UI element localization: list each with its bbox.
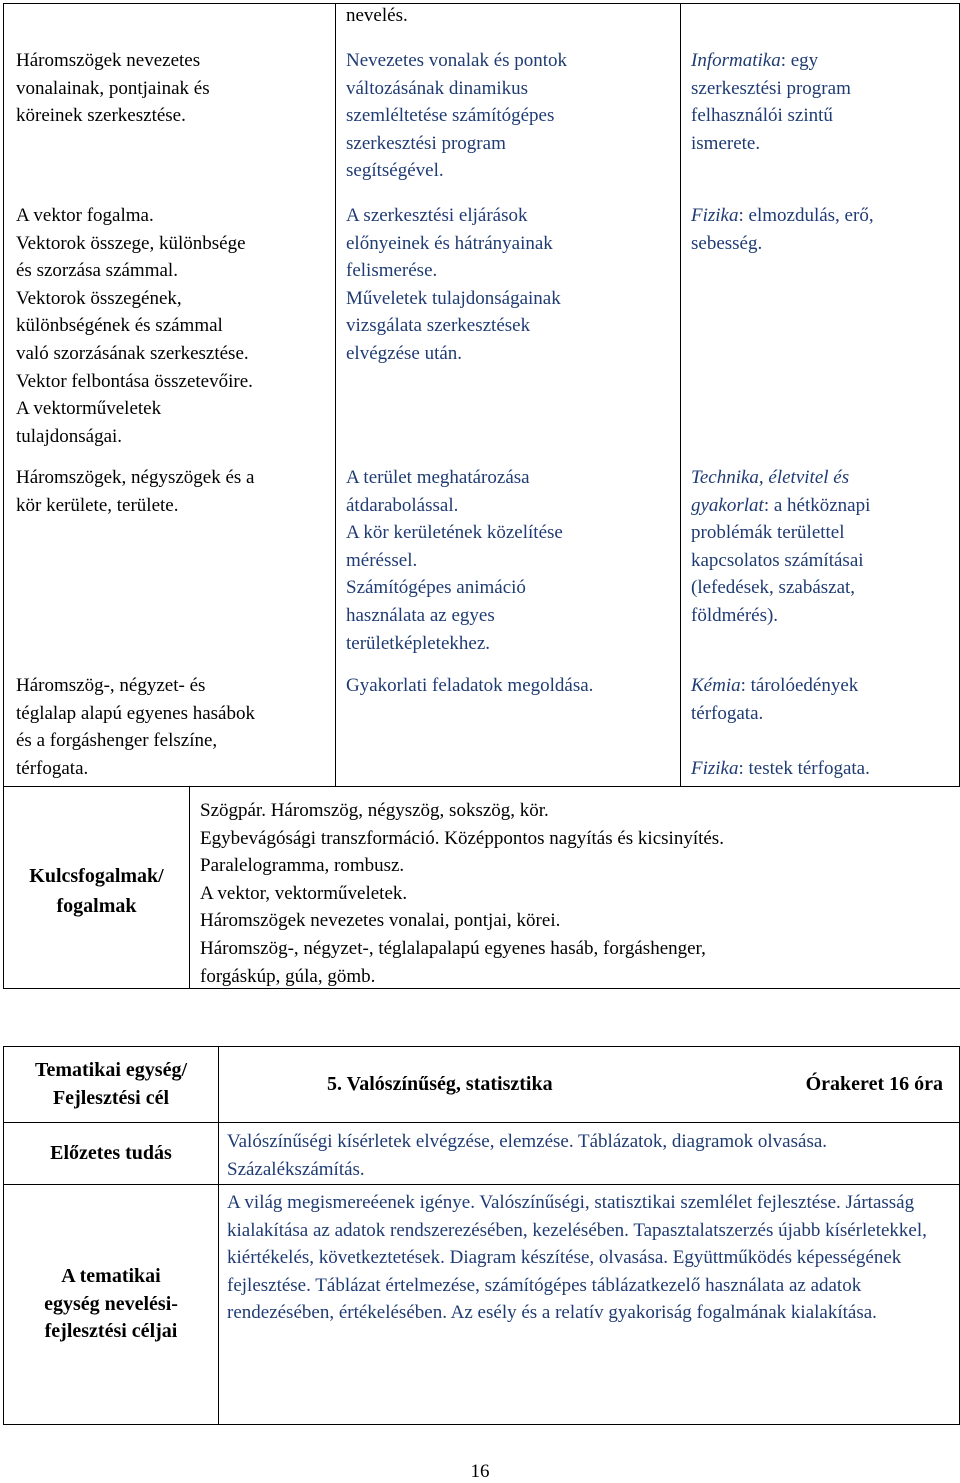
unit-row (4, 1047, 960, 1123)
content-table-row (4, 4, 960, 989)
goals-row (4, 1185, 960, 1425)
prior-knowledge-label: Előzetes tudás (4, 1123, 219, 1185)
content-item: Háromszögek nevezetes vonalainak, pontjainak és köreinek szerkesztése. (16, 50, 210, 127)
unit-title-cell (219, 1047, 960, 1123)
activity-item: nevelés. (346, 5, 408, 26)
kulcsfogalmak-label (4, 786, 190, 988)
unit-label: Tematikai egység/ Fejlesztési cél (4, 1047, 219, 1123)
connection-item (691, 672, 858, 727)
prior-knowledge-row (4, 1123, 960, 1185)
connection-text: : tárolóedények térfogata. (691, 675, 859, 724)
activity-item: Nevezetes vonalak és pontok változásának dinamikus szemléltetése számítógépes szerkesztési program segítségével. (346, 50, 568, 182)
hours-frame: Órakeret 16 óra (805, 1073, 943, 1095)
connection-subject: Fizika (691, 205, 739, 226)
connection-text: : a hétköznapi problémák területtel kapcsolatos számításai (lefedések, szabászat, földmérés). (691, 494, 871, 626)
goals-label: A tematikai egység nevelési- fejlesztési céljai (4, 1185, 219, 1425)
kulcsfogalmak-text: Szögpár. Háromszög, négyszög, sokszög, kör. Egybevágósági transzformáció. Középpontos nagyítás és kicsinyítés. Paralelogramma, rombusz. A vektor, vektorműveletek. Háromszögek nevezetes vonalai, pontjai, körei. Háromszög-, négyzet-, téglalapalapú egyenes hasáb, forgáshenger, forgáskúp, gúla, gömb. (200, 800, 724, 987)
unit-table (3, 1046, 960, 1425)
activity-item: A terület meghatározása átdarabolással. A kör kerületének közelítése méréssel. Számítógépes animáció használata az egyes területképletekhez. (346, 467, 563, 654)
connection-item (691, 464, 870, 630)
content-item: Háromszög-, négyzet- és téglalap alapú egyenes hasábok és a forgáshenger felszíne, térfogata. (16, 675, 255, 779)
connection-subject: Fizika (691, 758, 739, 779)
activity-item: A szerkesztési eljárások előnyeinek és hátrányainak felismerése. Műveletek tulajdonságainak vizsgálata szerkesztések elvégzése után. (346, 205, 561, 364)
connection-item (691, 755, 870, 783)
connection-item (691, 47, 851, 157)
connection-subject: Informatika (691, 50, 781, 71)
page-number: 16 (470, 1461, 490, 1482)
connection-text: : testek térfogata. (738, 758, 870, 779)
kulcsfogalmak-cell (190, 786, 960, 988)
content-item: Háromszögek, négyszögek és a kör kerülete, területe. (16, 467, 255, 516)
connection-text: : egy szerkesztési program felhasználói szintű ismerete. (691, 50, 851, 154)
connection-item (691, 202, 874, 257)
content-item: A vektor fogalma. Vektorok összege, különbsége és szorzása számmal. Vektorok összegének, különbségének és számmal való szorzásának szerkesztése. Vektor felbontása összetevőire. A vektorműveletek tulajdonságai. (16, 205, 253, 447)
content-table (3, 3, 960, 989)
connection-subject: Technika, életvitel és gyakorlat (691, 467, 850, 516)
kulcsfogalmak-label-text: Kulcsfogalmak/ fogalmak (29, 865, 164, 917)
prior-knowledge-text: Valószínűségi kísérletek elvégzése, elemzése. Táblázatok, diagramok olvasása. Százalékszámítás. (219, 1123, 960, 1185)
unit-title: 5. Valószínűség, statisztika (327, 1073, 553, 1095)
goals-text: A világ megismereéenek igénye. Valószínűségi, statisztikai szemlélet fejlesztése. Jártasság kialakítása az adatok rendszerezésében, kezelésében. Tapasztalatszerzés újabb kísérletekkel, kiértékelés, következtetések. Diagram készítése, olvasása. Együttműködés képességének fejlesztése. Táblázat értelmezése, számítógépes táblázatkezelő használata az adatok rendezésében, értékelésében. Az esély és a relatív gyakoriság fogalmának kialakítása. (219, 1185, 960, 1425)
connection-text: : elmozdulás, erő, sebesség. (691, 205, 874, 254)
connection-subject: Kémia (691, 675, 741, 696)
activity-item: Gyakorlati feladatok megoldása. (346, 675, 594, 696)
